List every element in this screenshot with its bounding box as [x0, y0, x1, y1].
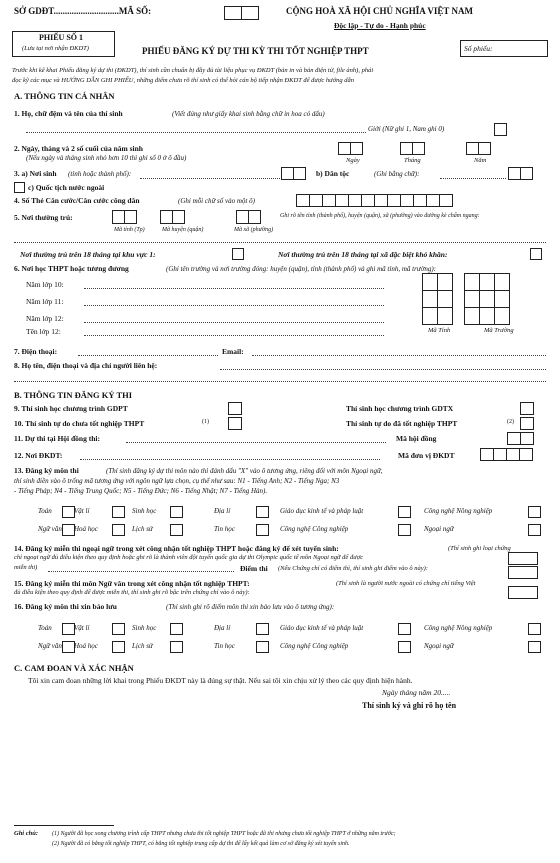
ma-tinh-label: Mã Tỉnh	[428, 327, 451, 334]
phieu-so: PHIẾU SỐ 1	[39, 33, 84, 42]
so-phieu-label: Số phiếu:	[464, 44, 493, 53]
tu-do-chua-tn-box[interactable]	[228, 417, 242, 430]
day-boxes[interactable]	[338, 142, 363, 155]
q13-subject-label: Vật lí	[74, 507, 90, 515]
q13-subject-label: Địa lí	[214, 507, 231, 515]
ma-truong-box[interactable]	[479, 307, 495, 325]
ma-truong-box[interactable]	[464, 307, 480, 325]
gdtx-label: Thí sinh học chương trình GDTX	[346, 404, 454, 413]
q16-label: 16. Đăng ký môn thi xin bảo lưu	[14, 602, 117, 611]
ma-tinh-box[interactable]	[437, 290, 453, 308]
q16-subject-label: Công nghệ Công nghiệp	[280, 642, 349, 650]
ma-so-box[interactable]	[241, 6, 259, 20]
lop10-field[interactable]	[84, 288, 384, 289]
lop12-label: Năm lớp 12:	[26, 314, 64, 323]
cccd-digit-box[interactable]	[322, 194, 336, 207]
q16-subject-box[interactable]	[528, 641, 541, 653]
q8-label: 8. Họ tên, điện thoại và địa chỉ người liên hệ:	[14, 361, 158, 370]
full-name-field[interactable]	[26, 132, 366, 133]
ma-huyen-boxes[interactable]	[160, 210, 185, 224]
country-name: CỘNG HOÀ XÃ HỘI CHỦ NGHĨA VIỆT NAM	[286, 6, 473, 16]
motto: Độc lập - Tự do - Hạnh phúc	[334, 21, 426, 30]
ma-truong-box[interactable]	[494, 273, 510, 291]
q2-label: 2. Ngày, tháng và 2 số cuối của năm sinh	[14, 144, 143, 153]
school-code-grid[interactable]	[423, 274, 510, 325]
footer-rule	[14, 825, 114, 826]
diem-thi-box[interactable]	[508, 566, 538, 579]
q16-subject-box[interactable]	[398, 641, 411, 653]
q13-subject-label: Công nghệ Nông nghiệp	[424, 507, 493, 515]
q13-note-3: - Tiếng Pháp; N4 - Tiếng Trung Quốc; N5 - Tiếng Đức; N6 - Tiếng Nhật; N7 - Tiếng Hàn).	[14, 487, 268, 495]
q13-subject-label: Ngoại ngữ	[424, 525, 454, 533]
section-b-heading: B. THÔNG TIN ĐĂNG KÝ THI	[14, 390, 133, 400]
q13-subject-label: Ngữ văn	[38, 525, 62, 533]
cccd-digit-box[interactable]	[296, 194, 310, 207]
ma-truong-box[interactable]	[479, 273, 495, 291]
tu-do-da-tn-label: Thí sinh tự do đã tốt nghiệp THPT	[346, 419, 458, 428]
cccd-digit-box[interactable]	[374, 194, 388, 207]
contact-field-2[interactable]	[14, 381, 546, 382]
q16-note: (Thí sinh ghi rõ điểm môn thi xin bảo lưu vào ô tương ứng):	[166, 603, 335, 611]
q16-subject-label: Địa lí	[214, 624, 231, 632]
q16-subject-label: Ngoại ngữ	[424, 642, 454, 650]
diem-thi-note: (Nếu Chứng chỉ có điểm thì, thí sinh ghi điểm vào ô này):	[278, 565, 428, 572]
noi-dkdt-field[interactable]	[80, 459, 380, 460]
q16-subject-label: Lịch sử	[132, 642, 153, 650]
ma-tinh-box[interactable]	[437, 307, 453, 325]
q13-subject-box[interactable]	[170, 524, 183, 536]
lop11-label: Năm lớp 11:	[26, 297, 64, 306]
q3a-note: (tỉnh hoặc thành phố):	[68, 170, 132, 178]
q14-note-1: (Thí sinh ghi loại chứng	[448, 545, 511, 552]
q16-subject-label: Toán	[38, 624, 52, 632]
lop12-field[interactable]	[84, 322, 384, 323]
q15-label: 15. Đăng ký miễn thi môn Ngữ văn trong xét công nhận tốt nghiệp THPT:	[14, 579, 250, 588]
q16-subject-box[interactable]	[170, 641, 183, 653]
ma-xa-boxes[interactable]	[236, 210, 261, 224]
cam-doan-statement: Tôi xin cam đoan những lời khai trong Phiếu ĐKDT này là đúng sự thật. Nếu sai tôi xin chịu xử lý theo các quy định hiện hành.	[28, 676, 413, 685]
q15-note-2: đủ điều kiện theo quy định để được miễn thi, thí sinh ghi rõ bậc trên chứng chỉ vào ô này):	[14, 589, 250, 596]
q15-note-1: (Thí sinh là người nước ngoài có chứng chỉ tiếng Việt	[336, 580, 476, 587]
cccd-digit-box[interactable]	[400, 194, 414, 207]
cccd-digit-box[interactable]	[387, 194, 401, 207]
q16-subject-box[interactable]	[398, 623, 411, 635]
ten-lop12-label: Tên lớp 12:	[26, 327, 61, 336]
q16-subject-box[interactable]	[256, 623, 269, 635]
tieng-viet-box[interactable]	[508, 586, 538, 599]
q3b-label: b) Dân tộc	[316, 169, 350, 178]
intro-line-1: Trước khi kê khai Phiếu đăng ký dự thi (ĐKDT), thí sinh cần chuẩn bị đầy đủ tài liệu phục vụ ĐKDT (bản in và bản điện tử, file ảnh), phải	[12, 67, 374, 74]
q13-subject-label: Sinh học	[132, 507, 157, 515]
signature-label: Thí sinh ký và ghi rõ họ tên	[362, 701, 457, 710]
quoc-tich-checkbox[interactable]	[14, 182, 25, 193]
q16-subject-label: Công nghệ Nông nghiệp	[424, 624, 493, 632]
nam-label: Năm	[474, 157, 487, 164]
ma-tinh-tp-label: Mã tỉnh (Tp)	[114, 227, 145, 233]
footnote-2: (2) Người đã có bằng tốt nghiệp THPT, có bằng tốt nghiệp trung cấp dự thi để lấy kết quả làm cơ sở đăng ký xét tuyển sinh.	[52, 841, 350, 847]
ma-tinh-box[interactable]	[437, 273, 453, 291]
q13-subject-box[interactable]	[112, 524, 125, 536]
ma-truong-box[interactable]	[479, 290, 495, 308]
q16-subject-label: Giáo dục kinh tế và pháp luật	[280, 624, 364, 632]
ma-tinh-boxes[interactable]	[112, 210, 137, 224]
ma-tinh-box[interactable]	[422, 307, 438, 325]
q13-subject-box[interactable]	[112, 506, 125, 518]
q16-subject-box[interactable]	[256, 641, 269, 653]
ma-tinh-box[interactable]	[422, 290, 438, 308]
q4-label: 4. Số Thẻ Căn cước/Căn cước công dân	[14, 196, 140, 205]
ma-tinh-box[interactable]	[422, 273, 438, 291]
date-line: Ngày tháng năm 20.....	[382, 688, 451, 697]
ma-truong-box[interactable]	[464, 273, 480, 291]
ma-truong-label: Mã Trường	[484, 327, 514, 334]
tu-do-da-tn-box[interactable]	[520, 417, 534, 430]
q13-subject-box[interactable]	[528, 506, 541, 518]
cccd-boxes[interactable]	[296, 194, 453, 207]
cccd-digit-box[interactable]	[348, 194, 362, 207]
ma-hoi-dong-label: Mã hội đồng	[396, 434, 437, 443]
thuong-tru-field[interactable]	[14, 242, 546, 243]
ma-don-vi-boxes[interactable]	[480, 448, 533, 461]
q6-label: 6. Nơi học THPT hoặc tương đương	[14, 264, 129, 273]
gioi-tinh-label: Giới (Nữ ghi 1, Nam ghi 0)	[368, 125, 445, 133]
q1-note: (Viết đúng như giấy khai sinh bằng chữ in hoa có dấu)	[172, 110, 325, 118]
ma-hoi-dong-boxes[interactable]	[507, 432, 534, 445]
ma-truong-box[interactable]	[494, 290, 510, 308]
q12-label: 12. Nơi ĐKDT:	[14, 451, 63, 460]
q16-subject-label: Hoá học	[74, 642, 98, 650]
email-field[interactable]	[252, 355, 546, 356]
q13-subject-box[interactable]	[256, 524, 269, 536]
ma-truong-box[interactable]	[494, 307, 510, 325]
q11-label: 11. Dự thi tại Hội đồng thi:	[14, 434, 100, 443]
q9-label: 9. Thí sinh học chương trình GDPT	[14, 404, 128, 413]
q13-subject-label: Lịch sử	[132, 525, 153, 533]
gdtx-box[interactable]	[520, 402, 534, 415]
q13-subject-box[interactable]	[528, 524, 541, 536]
ma-don-vi-label: Mã đơn vị ĐKDT	[398, 451, 455, 460]
tu-do-superscript: (2)	[507, 419, 514, 425]
luu-tai: (Lưu tại nơi nhận ĐKDT)	[22, 45, 89, 52]
xa-dbkk-label: Nơi thường trú trên 18 tháng tại xã đặc biệt khó khăn:	[278, 250, 448, 259]
so-gddt-line: SỞ GDĐT.............................MÃ SỐ:	[14, 6, 152, 16]
q16-subject-label: Sinh học	[132, 624, 157, 632]
q13-subject-box[interactable]	[398, 506, 411, 518]
cccd-digit-box[interactable]	[426, 194, 440, 207]
q13-note-2: thí sinh điền vào ô trống mã tương ứng với ngôn ngữ lựa chọn, cụ thể như sau: N1 - Tiếng Anh; N2 - Tiếng Nga; N3	[14, 477, 340, 485]
ma-xa-label: Mã xã (phường)	[234, 227, 274, 233]
ten-lop12-field[interactable]	[84, 335, 384, 336]
cccd-digit-box[interactable]	[439, 194, 453, 207]
q16-subject-box[interactable]	[112, 641, 125, 653]
q13-note-1: (Thí sinh đăng ký dự thi môn nào thì đánh dấu "X" vào ô tương ứng, riêng đối với môn Ngoại ngữ,	[106, 467, 383, 475]
email-label: Email:	[222, 347, 244, 356]
q13-subject-label: Tin học	[214, 525, 235, 533]
q13-subject-box[interactable]	[398, 524, 411, 536]
q16-subject-label: Vật lí	[74, 624, 90, 632]
q6-note: (Ghi tên trường và nơi trường đóng: huyện (quận), tỉnh (thành phố) và ghi mã tỉnh, mã trường):	[166, 265, 437, 273]
noi-sinh-box[interactable]	[293, 167, 306, 180]
gdpt-box[interactable]	[228, 402, 242, 415]
section-c-heading: C. CAM ĐOAN VÀ XÁC NHẬN	[14, 663, 134, 673]
intro-line-2: đọc kỹ các mục và HƯỚNG DẪN GHI PHIẾU, những điểm chưa rõ thí sinh có thể hỏi cán bộ tiếp nhận ĐKDT để được hướng dẫn	[12, 77, 354, 84]
q13-subject-label: Công nghệ Công nghiệp	[280, 525, 349, 533]
month-boxes[interactable]	[400, 142, 425, 155]
lop10-label: Năm lớp 10:	[26, 280, 64, 289]
q13-subject-box[interactable]	[256, 506, 269, 518]
kv1-box[interactable]	[232, 248, 244, 260]
q16-subject-label: Ngữ văn	[38, 642, 62, 650]
gender-box[interactable]	[494, 123, 507, 136]
ngoai-ngu-code-box[interactable]	[508, 552, 538, 565]
q13-subject-label: Toán	[38, 507, 52, 515]
q10-superscript: (1)	[202, 419, 209, 425]
ma-truong-box[interactable]	[464, 290, 480, 308]
q13-subject-label: Giáo dục kinh tế và pháp luật	[280, 507, 364, 515]
footnote-1: (1) Người đã học xong chương trình cấp THPT nhưng chưa thi tốt nghiệp THPT hoặc đã thi nhưng chưa tốt nghiệp THPT ở những năm trước;	[52, 831, 396, 837]
cccd-digit-box[interactable]	[361, 194, 375, 207]
lop11-field[interactable]	[84, 305, 384, 306]
q16-subject-label: Tin học	[214, 642, 235, 650]
diem-thi-label: Điểm thi	[240, 564, 268, 573]
q3c-label: c) Quốc tịch nước ngoài	[28, 183, 105, 192]
hoi-dong-field[interactable]	[126, 442, 386, 443]
q14-label: 14. Đăng ký miễn thi ngoại ngữ trong xét công nhận tốt nghiệp THPT hoặc đăng ký để xét tuyển sinh:	[14, 544, 339, 553]
q16-subject-box[interactable]	[170, 623, 183, 635]
q1-label: 1. Họ, chữ đệm và tên của thí sinh	[14, 109, 123, 118]
q16-subject-box[interactable]	[528, 623, 541, 635]
dan-toc-box[interactable]	[520, 167, 533, 180]
form-title: PHIẾU ĐĂNG KÝ DỰ THI KỲ THI TỐT NGHIỆP THPT	[142, 46, 369, 56]
q10-label: 10. Thí sinh tự do chưa tốt nghiệp THPT	[14, 419, 145, 428]
q3b-note: (Ghi bằng chữ):	[374, 170, 420, 178]
q16-subject-box[interactable]	[112, 623, 125, 635]
q2-note: (Nếu ngày và tháng sinh nhỏ hơn 10 thì ghi số 0 ở ô đầu)	[26, 154, 187, 162]
ma-huyen-label: Mã huyện (quận)	[162, 227, 204, 233]
kv1-label: Nơi thường trú trên 18 tháng tại khu vực 1:	[20, 250, 156, 259]
year-boxes[interactable]	[466, 142, 491, 155]
q5-label: 5. Nơi thường trú:	[14, 213, 73, 222]
q3a-label: 3. a) Nơi sinh	[14, 169, 57, 178]
q13-subject-label: Hoá học	[74, 525, 98, 533]
ghi-chu-label: Ghi chú:	[14, 830, 39, 837]
dan-toc-field[interactable]	[440, 178, 506, 179]
q14-note-2: chỉ ngoại ngữ đủ điều kiện theo quy định hoặc ghi rõ là thành viên đội tuyển quốc gia dự thi Olympic quốc tế môn Ngoại ngữ để được	[14, 554, 364, 561]
cccd-digit-box[interactable]	[413, 194, 427, 207]
q7-label: 7. Điện thoại:	[14, 347, 58, 356]
ma-so-box[interactable]	[224, 6, 242, 20]
ngay-label: Ngày	[346, 157, 360, 164]
q5-note: Ghi rõ tên tỉnh (thành phố), huyện (quận), xã (phường) vào đường kẻ chấm ngang:	[280, 213, 480, 219]
noi-sinh-field[interactable]	[140, 178, 280, 179]
q14-note-3: miễn thi)	[14, 564, 38, 571]
cccd-digit-box[interactable]	[309, 194, 323, 207]
thang-label: Tháng	[404, 157, 421, 164]
q13-subject-box[interactable]	[170, 506, 183, 518]
q13-label: 13. Đăng ký môn thi	[14, 466, 79, 475]
section-a-heading: A. THÔNG TIN CÁ NHÂN	[14, 91, 115, 101]
chung-chi-field[interactable]	[48, 571, 234, 572]
xa-dbkk-box[interactable]	[530, 248, 542, 260]
q4-note: (Ghi mỗi chữ số vào một ô)	[178, 197, 255, 205]
phone-field[interactable]	[78, 355, 218, 356]
cccd-digit-box[interactable]	[335, 194, 349, 207]
contact-field[interactable]	[220, 369, 546, 370]
